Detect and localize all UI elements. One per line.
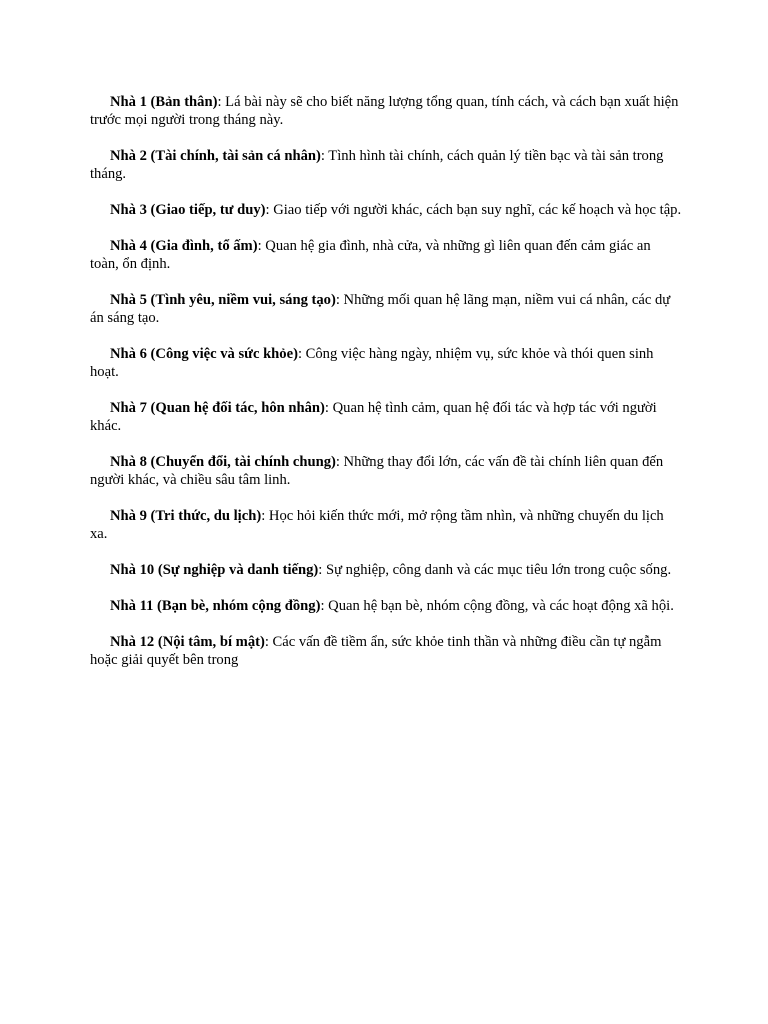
house-6-entry xyxy=(90,345,682,381)
house-11-description: : Quan hệ bạn bè, nhóm cộng đồng, và các hoạt động xã hội. xyxy=(320,598,674,614)
house-1-entry xyxy=(90,93,682,129)
house-11-title: Nhà 11 (Bạn bè, nhóm cộng đồng) xyxy=(110,598,321,614)
house-8-title: Nhà 8 (Chuyển đổi, tài chính chung) xyxy=(110,454,336,470)
house-4-description: : Quan hệ gia đình, nhà cửa, và những gì liên quan đến cảm giác an toàn, ổn định. xyxy=(90,238,651,272)
house-7-description: : Quan hệ tình cảm, quan hệ đối tác và hợp tác với người khác. xyxy=(90,400,657,434)
house-11-entry xyxy=(90,597,682,615)
house-12-title: Nhà 12 (Nội tâm, bí mật) xyxy=(110,634,265,650)
house-9-description: : Học hỏi kiến thức mới, mở rộng tầm nhìn, và những chuyến du lịch xa. xyxy=(90,508,664,542)
house-4-title: Nhà 4 (Gia đình, tổ ấm) xyxy=(110,238,258,254)
house-1-title: Nhà 1 (Bản thân) xyxy=(110,94,218,110)
house-2-entry xyxy=(90,147,682,183)
house-9-title: Nhà 9 (Tri thức, du lịch) xyxy=(110,508,262,524)
house-6-description: : Công việc hàng ngày, nhiệm vụ, sức khỏe và thói quen sinh hoạt. xyxy=(90,346,654,380)
house-12-description: : Các vấn đề tiềm ẩn, sức khỏe tinh thần và những điều cần tự ngẫm hoặc giải quyết bên trong xyxy=(90,634,662,668)
house-12-entry xyxy=(90,633,682,669)
house-3-description: : Giao tiếp với người khác, cách bạn suy nghĩ, các kế hoạch và học tập. xyxy=(265,202,682,218)
house-9-entry xyxy=(90,507,682,543)
house-10-entry xyxy=(90,561,682,579)
house-8-description: : Những thay đổi lớn, các vấn đề tài chính liên quan đến người khác, và chiều sâu tâm linh. xyxy=(90,454,664,488)
house-10-title: Nhà 10 (Sự nghiệp và danh tiếng) xyxy=(110,562,319,578)
house-7-entry xyxy=(90,399,682,435)
house-4-entry xyxy=(90,237,682,273)
house-6-title: Nhà 6 (Công việc và sức khỏe) xyxy=(110,346,298,362)
house-7-title: Nhà 7 (Quan hệ đối tác, hôn nhân) xyxy=(110,400,325,416)
house-1-description: : Lá bài này sẽ cho biết năng lượng tổng quan, tính cách, và cách bạn xuất hiện trước mọi người trong tháng này. xyxy=(90,94,679,128)
house-8-entry xyxy=(90,453,682,489)
house-10-description: : Sự nghiệp, công danh và các mục tiêu lớn trong cuộc sống. xyxy=(318,562,672,578)
house-3-entry xyxy=(90,201,682,219)
document-page xyxy=(90,93,682,687)
house-5-entry xyxy=(90,291,682,327)
house-3-title: Nhà 3 (Giao tiếp, tư duy) xyxy=(110,202,266,218)
house-5-description: : Những mối quan hệ lãng mạn, niềm vui cá nhân, các dự án sáng tạo. xyxy=(90,292,671,326)
house-5-title: Nhà 5 (Tình yêu, niềm vui, sáng tạo) xyxy=(110,292,336,308)
house-2-description: : Tình hình tài chính, cách quản lý tiền bạc và tài sản trong tháng. xyxy=(90,148,664,182)
house-2-title: Nhà 2 (Tài chính, tài sản cá nhân) xyxy=(110,148,321,164)
